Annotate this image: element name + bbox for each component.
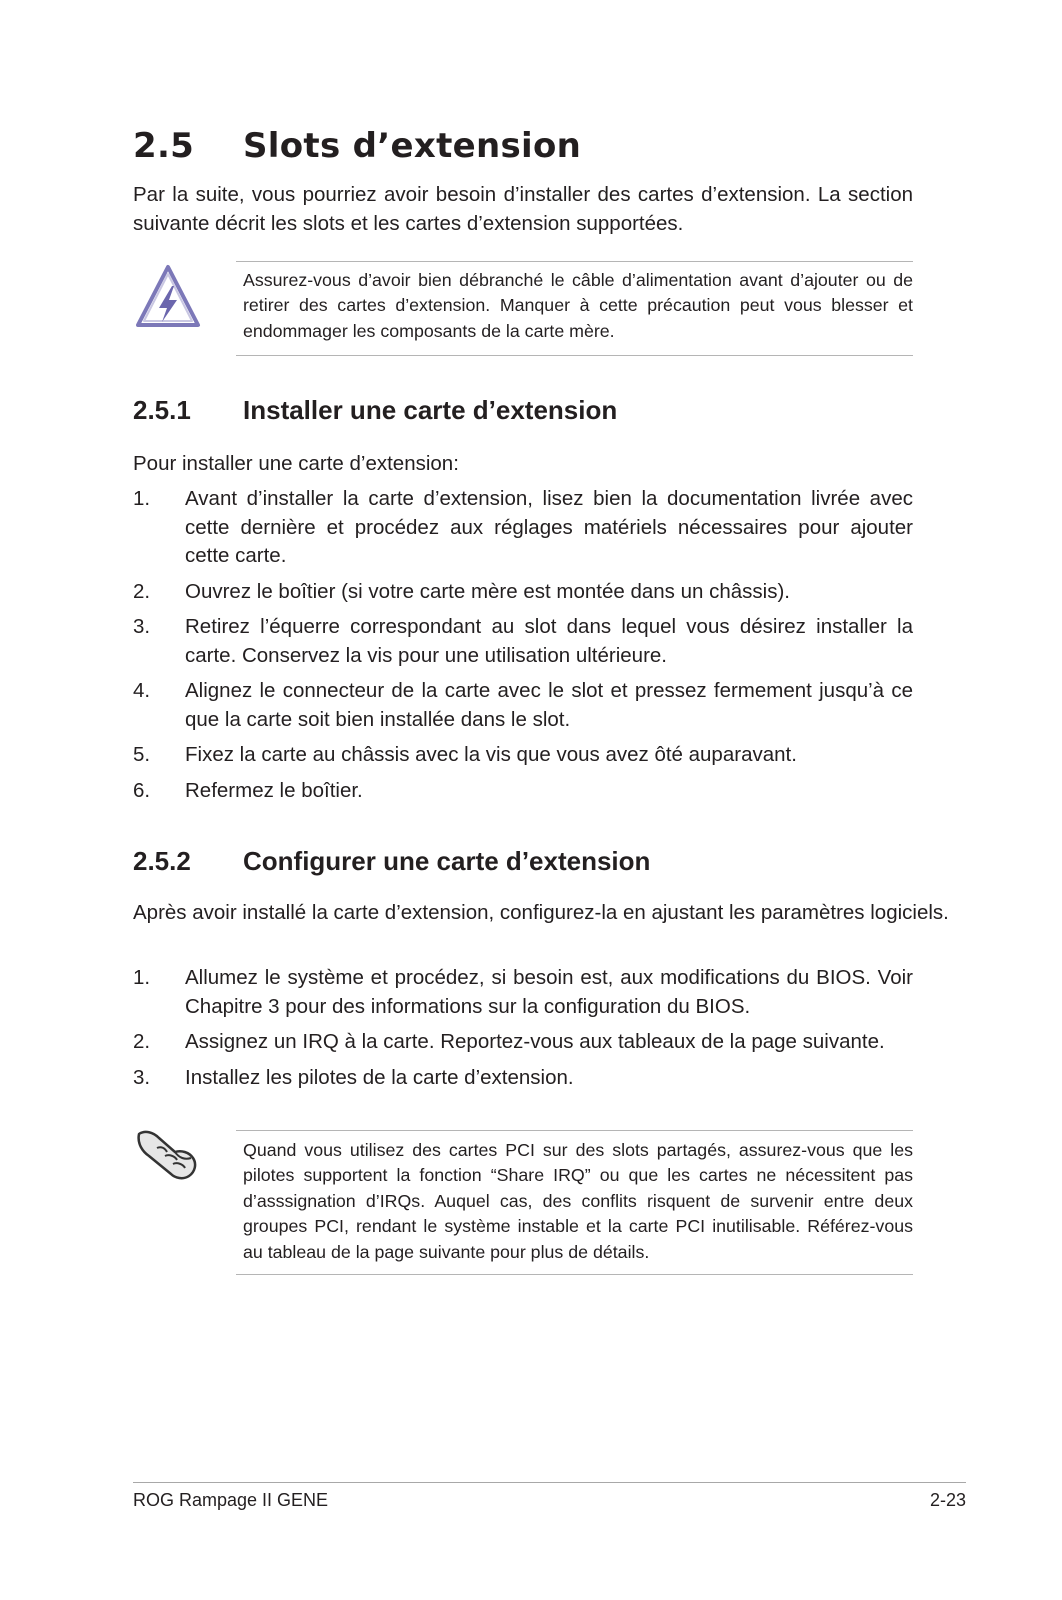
configure-steps xyxy=(133,964,913,1099)
list-item: 1. Avant d’installer la carte d’extension, lisez bien la documentation livrée avec cette dernière et procédez aux réglages matériels nécessaires pour ajouter cette carte. xyxy=(133,487,913,567)
list-item: 4. Alignez le connecteur de la carte avec le slot et pressez fermement jusqu’à ce que la carte soit bien installée dans le slot. xyxy=(133,679,913,731)
warning-text: Assurez-vous d’avoir bien débranché le câble d’alimentation avant d’ajouter ou de retirer des cartes d’extension. Manquer à cette précaution peut vous blesser et endommager les composants de la carte mère. xyxy=(243,270,913,341)
section-heading xyxy=(133,126,581,166)
list-item: 2. Ouvrez le boîtier (si votre carte mère est montée dans un châssis). xyxy=(133,579,791,603)
install-lead: Pour installer une carte d’extension: xyxy=(133,452,459,475)
footer-divider xyxy=(133,1482,966,1483)
subsection-number: 2.5.1 xyxy=(133,395,191,425)
list-item: 1. Allumez le système et procédez, si besoin est, aux modifications du BIOS. Voir Chapitre 3 pour des informations sur la configuration du BIOS. xyxy=(133,966,913,1018)
footer-product: ROG Rampage II GENE xyxy=(133,1490,329,1510)
note-box xyxy=(236,1130,913,1275)
subsection-heading-1 xyxy=(133,395,617,426)
section-number: 2.5 xyxy=(133,126,195,166)
section-title: Slots d’extension xyxy=(243,126,582,166)
list-item: 3. Installez les pilotes de la carte d’extension. xyxy=(133,1065,574,1089)
footer-page-number: 2-23 xyxy=(929,1490,966,1510)
section-intro: Par la suite, vous pourriez avoir besoin d’installer des cartes d’extension. La section suivante décrit les slots et les cartes d’extension supportées. xyxy=(133,183,913,235)
list-item: 6. Refermez le boîtier. xyxy=(133,778,363,802)
note-text: Quand vous utilisez des cartes PCI sur des slots partagés, assurez-vous que les pilotes supportent la fonction “Share IRQ” ou que les cartes ne nécessitent pas d’asssignation d’IRQs. Auquel cas, des conflits risquent de survenir entre deux groupes PCI, rendant le système instable et la carte PCI inutilisable. Référez-vous au tableau de la page suivante pour plus de détails. xyxy=(243,1140,913,1262)
subsection-title: Configurer une carte d’extension xyxy=(243,846,651,876)
install-steps xyxy=(133,485,913,812)
warning-triangle-icon xyxy=(135,264,201,330)
warning-box xyxy=(236,261,913,356)
list-item: 2. Assignez un IRQ à la carte. Reportez-vous aux tableaux de la page suivante. xyxy=(133,1030,885,1053)
hand-note-icon xyxy=(135,1128,201,1182)
list-item: 5. Fixez la carte au châssis avec la vis que vous avez ôté auparavant. xyxy=(133,743,797,766)
subsection-number: 2.5.2 xyxy=(133,846,191,876)
configure-lead: Après avoir installé la carte d’extension, configurez-la en ajustant les paramètres logiciels. xyxy=(133,901,949,924)
subsection-title: Installer une carte d’extension xyxy=(243,395,618,425)
subsection-heading-2 xyxy=(133,846,650,877)
list-item: 3. Retirez l’équerre correspondant au slot dans lequel vous désirez installer la carte. Conservez la vis pour une utilisation ultérieure. xyxy=(133,615,913,667)
